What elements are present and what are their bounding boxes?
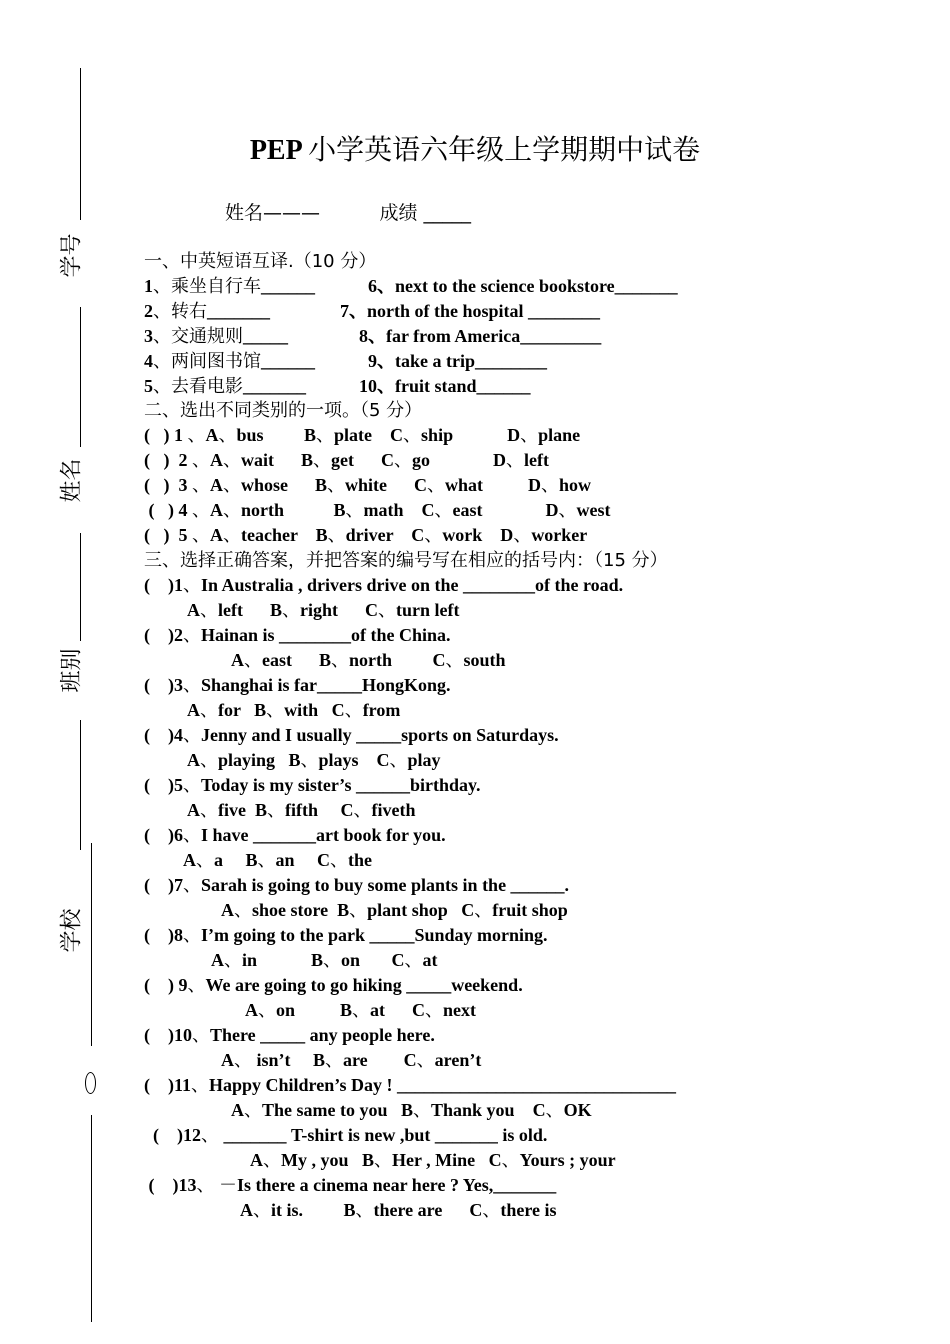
question-options: A、it is. B、there are C、there is: [240, 1200, 557, 1221]
question-stem: ( )10、There _____ any people here.: [144, 1025, 435, 1046]
section2-item: ( ) 2 、A、wait B、get C、go D、left: [144, 450, 549, 471]
margin-label-class: 班别: [59, 648, 85, 693]
section1-item: 9、take a trip________: [368, 351, 547, 371]
margin-line: [80, 533, 81, 641]
question-stem: ( )13、 －Is there a cinema near here ? Yes,_______: [144, 1175, 557, 1196]
question-stem: ( )11、Happy Children’s Day ! _______________________________: [144, 1075, 677, 1096]
margin-line: [80, 720, 81, 850]
page-title: [0, 128, 950, 168]
section1-item: 7、north of the hospital ________: [340, 301, 601, 321]
binding-circle: [85, 1072, 96, 1094]
question-stem: ( ) 9、We are going to go hiking _____weekend.: [144, 975, 523, 996]
question-options: A、for B、with C、from: [187, 700, 401, 721]
section2-item: ( ) 1 、A、bus B、plate C、ship D、plane: [144, 425, 581, 446]
section1-item: 8、far from America_________: [359, 326, 602, 346]
question-stem: ( )12、 _______ T-shirt is new ,but _______ is old.: [144, 1125, 548, 1146]
name-score-line: [225, 198, 471, 225]
question-options: A、shoe store B、plant shop C、fruit shop: [221, 900, 568, 921]
question-options: A、east B、north C、south: [231, 650, 506, 671]
section1-item: 4、两间图书馆______: [144, 351, 315, 372]
question-options: A、on B、at C、next: [245, 1000, 477, 1021]
question-stem: ( )4、Jenny and I usually _____sports on Saturdays.: [144, 725, 559, 746]
question-options: A、a B、an C、the: [183, 850, 373, 871]
section1-item: 6、next to the science bookstore_______: [368, 276, 678, 296]
question-options: A、in B、on C、at: [211, 950, 438, 971]
question-options: A、five B、fifth C、fiveth: [187, 800, 416, 821]
question-stem: ( )7、Sarah is going to buy some plants in the ______.: [144, 875, 570, 896]
question-stem: ( )3、Shanghai is far_____HongKong.: [144, 675, 451, 696]
margin-line: [91, 843, 92, 1046]
title-en: PEP: [249, 135, 302, 166]
section1-item: 1、乘坐自行车______: [144, 276, 315, 297]
question-options: A、The same to you B、Thank you C、OK: [231, 1100, 592, 1121]
section1-item: 10、fruit stand______: [359, 376, 531, 396]
section2-item: ( ) 5 、A、teacher B、driver C、work D、worker: [144, 525, 588, 546]
question-options: A、 isn’t B、are C、aren’t: [221, 1050, 482, 1071]
section2-heading: 二、选出不同类别的一项。（5 分）: [144, 400, 423, 421]
question-options: A、My , you B、Her , Mine C、Yours ; your: [250, 1150, 616, 1171]
margin-line: [91, 1115, 92, 1322]
title-zh: 小学英语六年级上学期期中试卷: [308, 133, 701, 166]
name-label: 姓名———: [225, 202, 321, 224]
section1-item: 2、转右_______: [144, 301, 270, 322]
question-options: A、left B、right C、turn left: [187, 600, 460, 621]
question-stem: ( )5、Today is my sister’s ______birthday.: [144, 775, 481, 796]
question-options: A、playing B、plays C、play: [187, 750, 441, 771]
section2-item: ( ) 4 、A、north B、math C、east D、west: [144, 500, 611, 521]
question-stem: ( )1、In Australia , drivers drive on the ________of the road.: [144, 575, 624, 596]
score-label: 成绩 _____: [379, 202, 472, 224]
margin-label-student-id: 学号: [59, 233, 85, 278]
section2-item: ( ) 3 、A、whose B、white C、what D、how: [144, 475, 592, 496]
margin-label-school: 学校: [59, 908, 85, 953]
question-stem: ( )2、Hainan is ________of the China.: [144, 625, 451, 646]
margin-line: [80, 307, 81, 447]
section3-heading: 三、选择正确答案，并把答案的编号写在相应的括号内：（15 分）: [144, 550, 668, 571]
question-stem: ( )8、I’m going to the park _____Sunday morning.: [144, 925, 548, 946]
section1-heading: 一、中英短语互译.（10 分）: [144, 251, 377, 272]
section1-item: 5、去看电影_______: [144, 376, 306, 397]
section1-item: 3、交通规则_____: [144, 326, 288, 347]
question-stem: ( )6、I have _______art book for you.: [144, 825, 446, 846]
margin-label-name: 姓名: [59, 458, 85, 503]
